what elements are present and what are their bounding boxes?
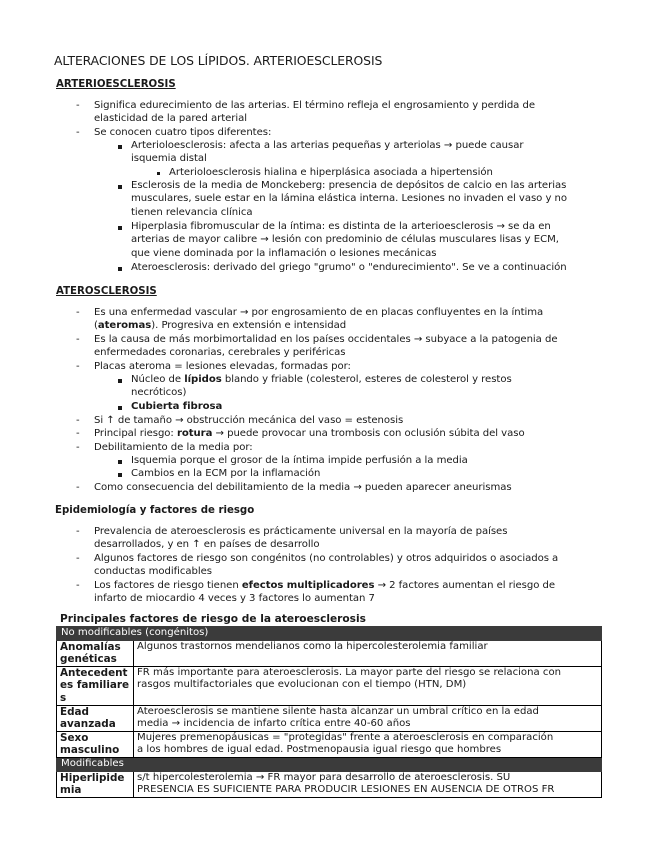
text-line: Isquemia porque el grosor de la íntima impide perfusión a la media: [131, 455, 468, 466]
text-line: Esclerosis de la media de Monckeberg: presencia de depósitos de calcio en las arterias: [131, 180, 567, 191]
text-line: Principal riesgo: rotura → puede provocar una trombosis con oclusión súbita del vaso: [94, 428, 525, 439]
text-line: desarrollados, y en ↑ en países de desarrollo: [94, 539, 320, 550]
text-line: que viene dominada por la inflamación o lesiones mecánicas: [131, 248, 437, 259]
factor-name: Antecedentes familiares: [57, 666, 134, 705]
factor-name: Anomalías genéticas: [57, 640, 134, 666]
dash-bullet: -: [76, 553, 80, 564]
table-row: [57, 771, 602, 797]
heading-arterioesclerosis: ARTERIOESCLEROSIS: [56, 79, 176, 90]
text-line: Si ↑ de tamaño → obstrucción mecánica del vaso = estenosis: [94, 415, 404, 426]
dash-bullet: -: [76, 580, 80, 591]
factor-name: Sexo masculino: [57, 731, 134, 757]
bold-term: rotura: [176, 428, 213, 439]
document-title: ALTERACIONES DE LOS LÍPIDOS. ARTERIOESCLEROSIS: [54, 53, 383, 68]
text-line: Prevalencia de ateroesclerosis es prácticamente universal en la mayoría de países: [94, 526, 508, 537]
group-header-no-modificables: No modificables (congénitos): [57, 627, 602, 641]
small-square-bullet: [157, 172, 160, 175]
text-line: conductas modificables: [94, 566, 212, 577]
dash-bullet: -: [76, 100, 80, 111]
factor-description: Ateroesclerosis se mantiene silente hasta alcanzar un umbral crítico en la edad media → incidencia de infarto crítica entre 40-60 años: [134, 705, 602, 731]
square-bullet: [118, 406, 122, 410]
square-bullet: [118, 185, 122, 189]
factor-description: Algunos trastornos mendelianos como la hipercolesterolemia familiar: [134, 640, 602, 666]
table-row: [57, 705, 602, 731]
text-line: necróticos): [131, 387, 187, 398]
text-line: [131, 401, 222, 412]
factor-name: Hiperlipidemia: [57, 771, 134, 797]
text-line: Hiperplasia fibromuscular de la íntima: es distinta de la arterioesclerosis → se da en: [131, 221, 551, 232]
text-line: tienen relevancia clínica: [131, 207, 253, 218]
text-line: elasticidad de la pared arterial: [94, 113, 248, 124]
bold-term: Cubierta fibrosa: [131, 401, 223, 412]
dash-bullet: -: [76, 361, 80, 372]
dash-bullet: -: [76, 442, 80, 453]
factor-name: Edad avanzada: [57, 705, 134, 731]
text-line: Significa edurecimiento de las arterias. El término refleja el engrosamiento y perdida de: [94, 100, 535, 111]
dash-bullet: -: [76, 428, 80, 439]
text-line: Núcleo de lípidos blando y friable (colesterol, esteres de colesterol y restos: [131, 374, 512, 385]
dash-bullet: -: [76, 482, 80, 493]
bold-term: lípidos: [184, 374, 222, 385]
bold-term: ateromas: [97, 320, 152, 331]
table-row: [57, 640, 602, 666]
text-line: (ateromas). Progresiva en extensión e intensidad: [94, 320, 347, 331]
factor-description: s/t hipercolesterolemia → FR mayor para desarrollo de ateroesclerosis. SU PRESENCIA ES SUFICIENTE PARA PRODUCIR LESIONES EN AUSENCIA DE OTROS FR: [134, 771, 602, 797]
text-line: Ateroesclerosis: derivado del griego "grumo" o "endurecimiento". Se ve a continuación: [131, 262, 567, 273]
risk-factors-table: [56, 626, 602, 798]
group-header-modificables: Modificables: [57, 757, 602, 771]
text-line: Debilitamiento de la media por:: [94, 442, 253, 453]
table-title: Principales factores de riesgo de la ateroesclerosis: [60, 613, 366, 625]
heading-epidemiologia: Epidemiología y factores de riesgo: [55, 505, 255, 516]
text-line: arterias de mayor calibre → lesión con predominio de células musculares lisas y ECM,: [131, 234, 559, 245]
table-group-row: [57, 757, 602, 771]
square-bullet: [118, 379, 122, 383]
dash-bullet: -: [76, 415, 80, 426]
dash-bullet: -: [76, 127, 80, 138]
factor-description: Mujeres premenopáusicas = "protegidas" frente a ateroesclerosis en comparación a los hombres de igual edad. Postmenopausia igual riesgo que hombres: [134, 731, 602, 757]
text-line: Arterioloesclerosis hialina e hiperplásica asociada a hipertensión: [169, 167, 493, 178]
table-row: [57, 731, 602, 757]
square-bullet: [118, 473, 122, 477]
text-line: Algunos factores de riesgo son congénitos (no controlables) y otros adquiridos o asociados a: [94, 553, 559, 564]
text-line: enfermedades coronarias, cerebrales y periféricas: [94, 347, 346, 358]
text-line: Es una enfermedad vascular → por engrosamiento de en placas confluyentes en la íntima: [94, 307, 544, 318]
dash-bullet: -: [76, 526, 80, 537]
dash-bullet: -: [76, 307, 80, 318]
text-line: Es la causa de más morbimortalidad en los países occidentales → subyace a la patogenia de: [94, 334, 558, 345]
dash-bullet: -: [76, 334, 80, 345]
text-line: infarto de miocardio 4 veces y 3 factores lo aumentan 7: [94, 593, 375, 604]
text-line: Placas ateroma = lesiones elevadas, formadas por:: [94, 361, 351, 372]
factor-description: FR más importante para ateroesclerosis. La mayor parte del riesgo se relaciona con rasgos multifactoriales que evolucionan con el tiempo (HTN, DM): [134, 666, 602, 705]
text-line: Cambios en la ECM por la inflamación: [131, 468, 321, 479]
heading-aterosclerosis: ATEROSCLEROSIS: [56, 286, 157, 297]
text-line: isquemia distal: [131, 153, 207, 164]
square-bullet: [118, 267, 122, 271]
table-group-row: [57, 627, 602, 641]
table-row: [57, 666, 602, 705]
text-line: musculares, suele estar en la lámina elástica interna. Lesiones no invaden el vaso y no: [131, 193, 568, 204]
bold-term: efectos multiplicadores: [241, 580, 375, 591]
text-line: Se conocen cuatro tipos diferentes:: [94, 127, 272, 138]
text-line: Los factores de riesgo tienen efectos multiplicadores → 2 factores aumentan el riesgo de: [94, 580, 556, 591]
square-bullet: [118, 226, 122, 230]
text-line: Arterioloesclerosis: afecta a las arterias pequeñas y arteriolas → puede causar: [131, 140, 524, 151]
square-bullet: [118, 460, 122, 464]
square-bullet: [118, 145, 122, 149]
text-line: Como consecuencia del debilitamiento de la media → pueden aparecer aneurismas: [94, 482, 512, 493]
